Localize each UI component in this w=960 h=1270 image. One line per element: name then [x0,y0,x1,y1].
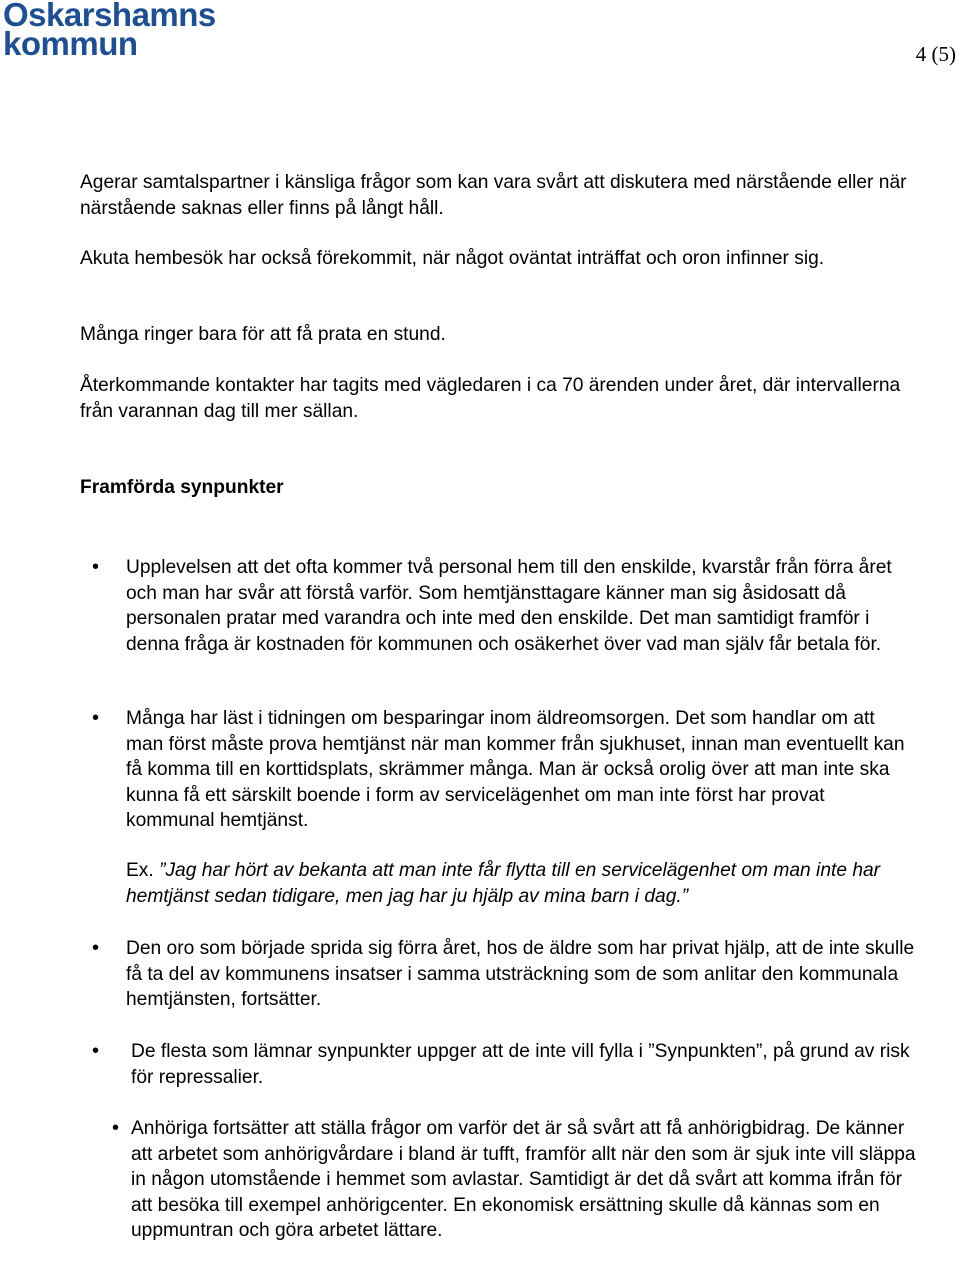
bullet-marker: • [92,707,100,729]
paragraph-conversation-partner: Agerar samtalspartner i känsliga frågor som kan vara svårt att diskutera med närstående eller när närstående saknas eller finns på långt håll. [80,172,907,219]
bullet-marker: • [92,1040,100,1062]
example-quote-text: ”Jag har hört av bekanta att man inte får flytta till en servicelägenhet om man inte har hemtjänst sedan tidigare, men jag har ju hjälp av mina barn i dag.” [126,860,881,907]
bullet-two-staff: Upplevelsen att det ofta kommer två personal hem till den enskilde, kvarstår från förra året och man har svår att förstå varför. Som hemtjänsttagare känner man sig åsidosatt då personalen pratar med varandra och inte med den enskilde. Det man samtidigt framför i denna fråga är kostnaden för kommunen och osäkerhet över vad man själv får betala för. [126,557,892,655]
logo-line2: kommun [3,25,138,62]
example-quote [126,858,916,909]
bullet-marker: • [92,556,100,578]
bullet-marker: • [92,937,100,959]
example-prefix: Ex. [126,860,154,881]
logo-line1: Oskarshamns [3,0,216,33]
page-number: 4 (5) [915,42,956,66]
section-heading: Framförda synpunkter [80,477,284,498]
bullet-private-help: Den oro som började sprida sig förra året, hos de äldre som har privat hjälp, att de inte skulle få ta del av kommunens insatser i samma utsträckning som de som anlitar den kommunala hemtjänsten, fortsätter. [126,938,915,1010]
paragraph-home-visits: Akuta hembesök har också förekommit, när något oväntat inträffat och oron infinner sig. [80,248,825,269]
paragraph-recurring-contacts: Återkommande kontakter har tagits med vägledaren i ca 70 ärenden under året, där intervallerna från varannan dag till mer sällan. [80,375,901,422]
bullet-marker: • [112,1117,120,1139]
paragraph-calls: Många ringer bara för att få prata en stund. [80,324,446,345]
bullet-savings: Många har läst i tidningen om besparingar inom äldreomsorgen. Det som handlar om att man först måste prova hemtjänst när man kommer från sjukhuset, innan man eventuellt kan få komma till en korttidsplats, skrämmer många. Man är också orolig över att man inte ska kunna få ett särskilt boende i form av servicelägenhet om man inte först har provat kommunal hemtjänst. [126,708,905,831]
bullet-caregiver-allowance: Anhöriga fortsätter att ställa frågor om varför det är så svårt att få anhörigbidrag. De känner att arbetet som anhörigvårdare i bland är tufft, framför allt när den som är sjuk inte vill släppa in någon utomstående i hemmet som avlastar. Samtidigt är det då svårt att komma ifrån för att besöka till exempel anhörigcenter. En ekonomisk ersättning skulle då kännas som en uppmuntran och göra arbetet lättare. [131,1118,916,1241]
municipality-logo [0,0,216,62]
bullet-synpunkten: De flesta som lämnar synpunkter uppger att de inte vill fylla i ”Synpunkten”, på grund av risk för repressalier. [131,1041,910,1088]
